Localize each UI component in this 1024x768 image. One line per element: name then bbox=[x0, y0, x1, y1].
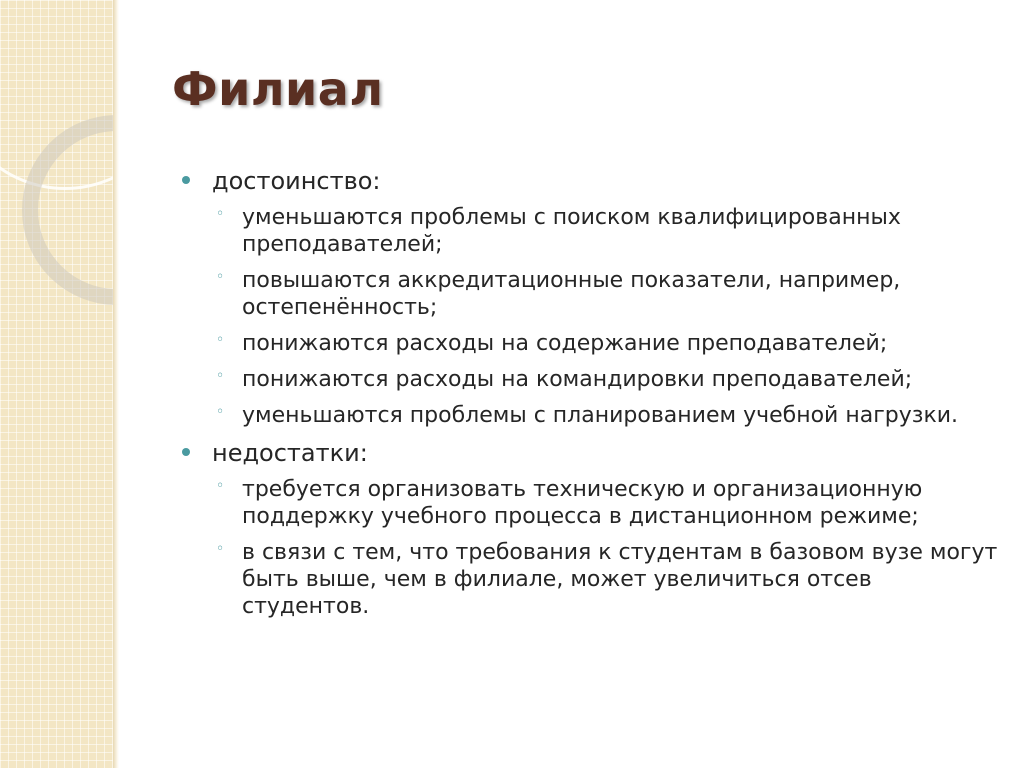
bullet-circle-icon: ◦ bbox=[216, 269, 225, 285]
list-item-text: повышаются аккредитационные показатели, например, остепенённость; bbox=[242, 268, 901, 320]
list-item bbox=[180, 366, 1000, 393]
list-item-text: понижаются расходы на содержание преподавателей; bbox=[242, 331, 888, 356]
section-heading-label: недостатки: bbox=[212, 439, 368, 467]
list-item bbox=[180, 330, 1000, 357]
section-heading-advantages bbox=[180, 166, 1000, 196]
side-panel-edge bbox=[113, 0, 119, 768]
section-heading-label: достоинство: bbox=[212, 167, 381, 195]
advantages-list bbox=[180, 204, 1000, 429]
list-item-text: уменьшаются проблемы с поиском квалифицированных преподавателей; bbox=[242, 205, 901, 257]
disadvantages-list bbox=[180, 476, 1000, 620]
slide-content bbox=[180, 166, 1000, 629]
bullet-dot-icon bbox=[182, 448, 190, 456]
bullet-circle-icon: ◦ bbox=[216, 541, 225, 557]
list-item bbox=[180, 267, 1000, 321]
list-item bbox=[180, 476, 1000, 530]
list-item bbox=[180, 539, 1000, 620]
bullet-circle-icon: ◦ bbox=[216, 206, 225, 222]
list-item-text: уменьшаются проблемы с планированием учебной нагрузки. bbox=[242, 403, 959, 428]
list-item-text: требуется организовать техническую и организационную поддержку учебного процесса в дистанционном режиме; bbox=[242, 477, 923, 529]
bullet-circle-icon: ◦ bbox=[216, 332, 225, 348]
list-item-text: понижаются расходы на командировки преподавателей; bbox=[242, 367, 913, 392]
list-item bbox=[180, 204, 1000, 258]
slide-title: Филиал bbox=[172, 62, 384, 116]
bullet-circle-icon: ◦ bbox=[216, 478, 225, 494]
decorative-side-panel bbox=[0, 0, 113, 768]
section-heading-disadvantages bbox=[180, 438, 1000, 468]
bullet-dot-icon bbox=[182, 176, 190, 184]
bullet-circle-icon: ◦ bbox=[216, 368, 225, 384]
bullet-circle-icon: ◦ bbox=[216, 404, 225, 420]
list-item-text: в связи с тем, что требования к студентам в базовом вузе могут быть выше, чем в филиале, может увеличиться отсев студентов. bbox=[242, 540, 998, 619]
list-item bbox=[180, 402, 1000, 429]
